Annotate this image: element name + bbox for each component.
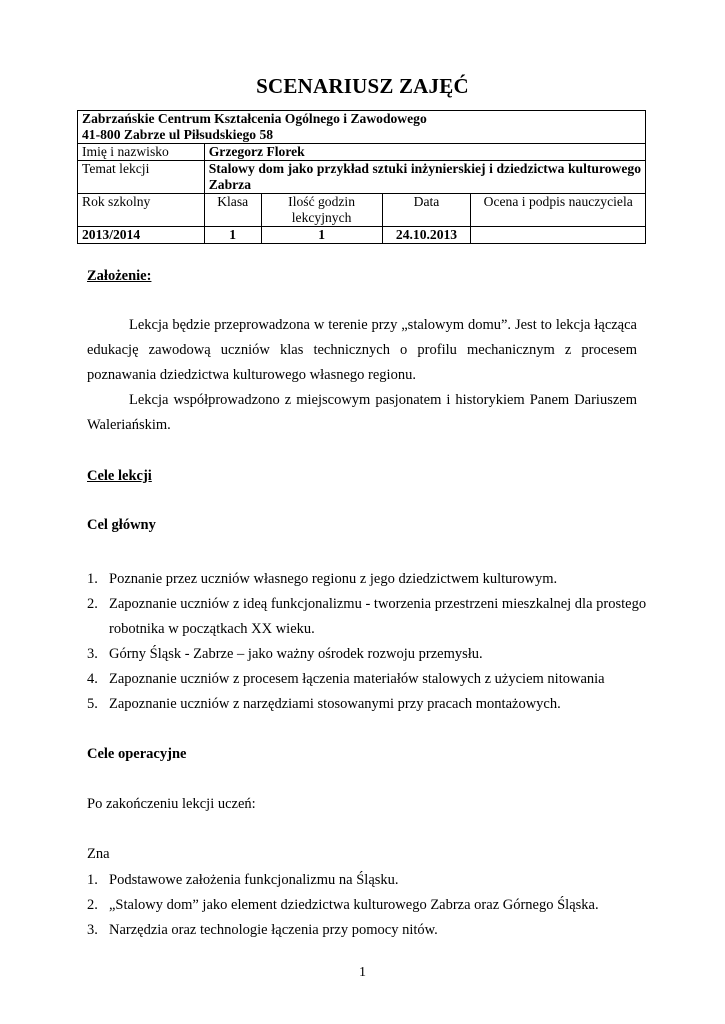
list-item: 1. Podstawowe założenia funkcjonalizmu na Śląsku.: [87, 872, 399, 888]
cele-lekcji-heading: Cele lekcji: [87, 468, 152, 484]
class-header: Klasa: [204, 194, 261, 227]
table-row: [78, 111, 646, 144]
cel-glowny-list: [87, 567, 647, 717]
cele-operacyjne-heading: Cele operacyjne: [87, 746, 187, 762]
document-title: SCENARIUSZ ZAJĘĆ: [256, 74, 469, 98]
grade-header: Ocena i podpis nauczyciela: [471, 194, 646, 227]
list-item: 1. Poznanie przez uczniów własnego regionu z jego dziedzictwem kulturowym.: [87, 571, 558, 587]
list-item: 5. Zapoznanie uczniów z narzędziami stosowanymi przy pracach montażowych.: [87, 696, 561, 712]
table-row: [78, 161, 646, 194]
cel-glowny-heading: Cel główny: [87, 517, 156, 533]
zna-list: [87, 868, 647, 943]
table-row: [78, 227, 646, 244]
topic-value: Stalowy dom jako przykład sztuki inżynierskiej i dziedzictwa kulturowego Zabrza: [204, 161, 645, 194]
page-number: 1: [359, 965, 366, 980]
school-cell: [78, 111, 646, 144]
topic-label: Temat lekcji: [78, 161, 205, 194]
list-item: 4. Zapoznanie uczniów z procesem łączenia materiałów stalowych z użyciem nitowania: [87, 671, 605, 687]
zalozenie-paragraph-2: [87, 388, 637, 438]
date-value: 24.10.2013: [382, 227, 471, 244]
zna-label: Zna: [87, 846, 110, 862]
hours-header: Ilość godzin lekcyjnych: [261, 194, 382, 227]
zalozenie-text-1: Lekcja będzie przeprowadzona w terenie przy „stalowym domu”. Jest to lekcja łącząca edukację zawodową uczniów klas technicznych o profilu mechanicznym z procesem poznawania dziedzictwa kulturowego własnego regionu.: [87, 317, 637, 383]
school-name: Zabrzańskie Centrum Kształcenia Ogólnego i Zawodowego: [82, 111, 427, 126]
info-table: [77, 110, 646, 244]
grade-value: [471, 227, 646, 244]
table-row: [78, 144, 646, 161]
zalozenie-paragraph-1: [87, 313, 637, 388]
name-value: Grzegorz Florek: [204, 144, 645, 161]
cele-operacyjne-intro: Po zakończeniu lekcji uczeń:: [87, 796, 256, 812]
hours-value: 1: [261, 227, 382, 244]
date-header: Data: [382, 194, 471, 227]
year-header: Rok szkolny: [78, 194, 205, 227]
class-value: 1: [204, 227, 261, 244]
zalozenie-text-2: Lekcja współprowadzono z miejscowym pasjonatem i historykiem Panem Dariuszem Waleriańskim.: [87, 392, 637, 433]
name-label: Imię i nazwisko: [78, 144, 205, 161]
list-item: 2. Zapoznanie uczniów z ideą funkcjonalizmu - tworzenia przestrzeni mieszkalnej dla prostego robotnika w początkach XX wieku.: [87, 596, 647, 637]
zalozenie-heading: Założenie:: [87, 268, 152, 284]
list-item: 2. „Stalowy dom” jako element dziedzictwa kulturowego Zabrza oraz Górnego Śląska.: [87, 897, 599, 913]
list-item: 3. Narzędzia oraz technologie łączenia przy pomocy nitów.: [87, 922, 438, 938]
year-value: 2013/2014: [78, 227, 205, 244]
table-row: [78, 194, 646, 227]
list-item: 3. Górny Śląsk - Zabrze – jako ważny ośrodek rozwoju przemysłu.: [87, 646, 483, 662]
school-address: 41-800 Zabrze ul Piłsudskiego 58: [82, 127, 274, 142]
